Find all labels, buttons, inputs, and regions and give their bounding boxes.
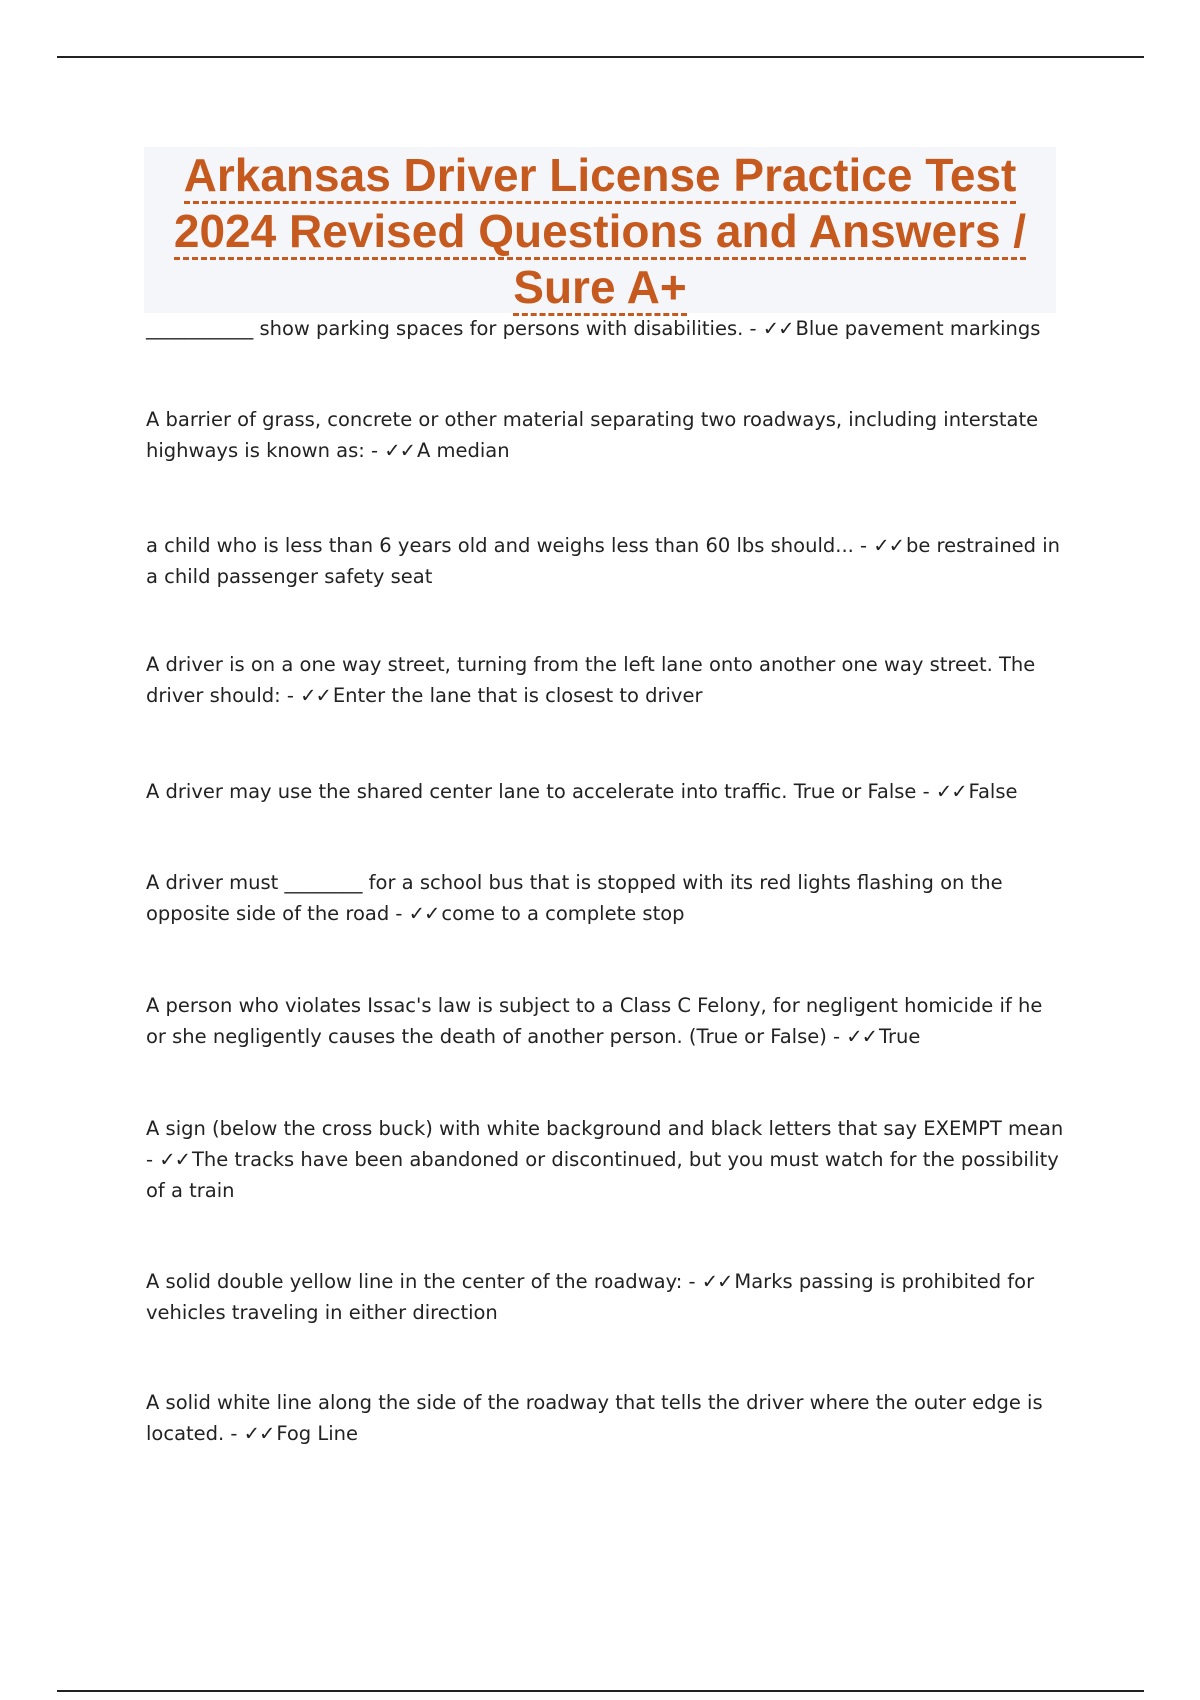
title-line-3: Sure A+ (513, 261, 686, 316)
check-icon: ✓✓ (408, 902, 440, 925)
question-text: A driver is on a one way street, turning from the left lane onto another one way street. The driver should: - (146, 653, 1036, 707)
qa-item (146, 313, 1066, 344)
document-title (144, 147, 1056, 315)
check-icon: ✓✓ (935, 780, 967, 803)
qa-item (146, 1266, 1066, 1328)
check-icon: ✓✓ (762, 317, 794, 340)
title-line-1: Arkansas Driver License Practice Test (184, 149, 1017, 204)
question-text: A driver may use the shared center lane to accelerate into traffic. True or False - (146, 780, 936, 803)
title-line-2: 2024 Revised Questions and Answers / (174, 205, 1026, 260)
question-text: a child who is less than 6 years old and weighs less than 60 lbs should... - (146, 534, 874, 557)
title-banner (144, 147, 1056, 313)
answer-text: come to a complete stop (441, 902, 685, 925)
qa-item (146, 867, 1066, 929)
top-rule (57, 56, 1144, 58)
answer-text: Marks passing is prohibited for vehicles traveling in either direction (146, 1270, 1035, 1324)
qa-item (146, 990, 1066, 1052)
qa-item (146, 530, 1066, 592)
question-text: A sign (below the cross buck) with white background and black letters that say EXEMPT mean - (146, 1117, 1064, 1171)
bottom-rule (57, 1690, 1144, 1692)
question-text: A solid double yellow line in the center of the roadway: - (146, 1270, 702, 1293)
check-icon: ✓✓ (243, 1422, 275, 1445)
qa-item (146, 1113, 1066, 1206)
check-icon: ✓✓ (159, 1148, 190, 1171)
check-icon: ✓✓ (873, 534, 904, 557)
question-text: A driver must ________ for a school bus that is stopped with its red lights flashing on the opposite side of the road - (146, 871, 1003, 925)
check-icon: ✓✓ (701, 1270, 733, 1293)
question-text: A person who violates Issac's law is subject to a Class C Felony, for negligent homicide if he or she negligently causes the death of another person. (True or False) - (146, 994, 1043, 1048)
question-text: ___________ show parking spaces for persons with disabilities. - (146, 317, 763, 340)
answer-text: Blue pavement markings (795, 317, 1041, 340)
answer-text: False (968, 780, 1018, 803)
qa-item (146, 1387, 1066, 1449)
check-icon: ✓✓ (300, 684, 331, 707)
answer-text: be restrained in a child passenger safety seat (146, 534, 1061, 588)
qa-item (146, 776, 1066, 807)
question-text: A barrier of grass, concrete or other material separating two roadways, including interstate highways is known as: - (146, 408, 1039, 462)
qa-item (146, 649, 1066, 711)
answer-text: The tracks have been abandoned or discontinued, but you must watch for the possibility of a train (146, 1148, 1059, 1202)
answer-text: True (878, 1025, 921, 1048)
question-text: A solid white line along the side of the roadway that tells the driver where the outer edge is located. - (146, 1391, 1043, 1445)
qa-item (146, 404, 1066, 466)
check-icon: ✓✓ (384, 439, 415, 462)
answer-text: Enter the lane that is closest to driver (332, 684, 703, 707)
check-icon: ✓✓ (846, 1025, 877, 1048)
answer-text: Fog Line (276, 1422, 359, 1445)
answer-text: A median (416, 439, 510, 462)
